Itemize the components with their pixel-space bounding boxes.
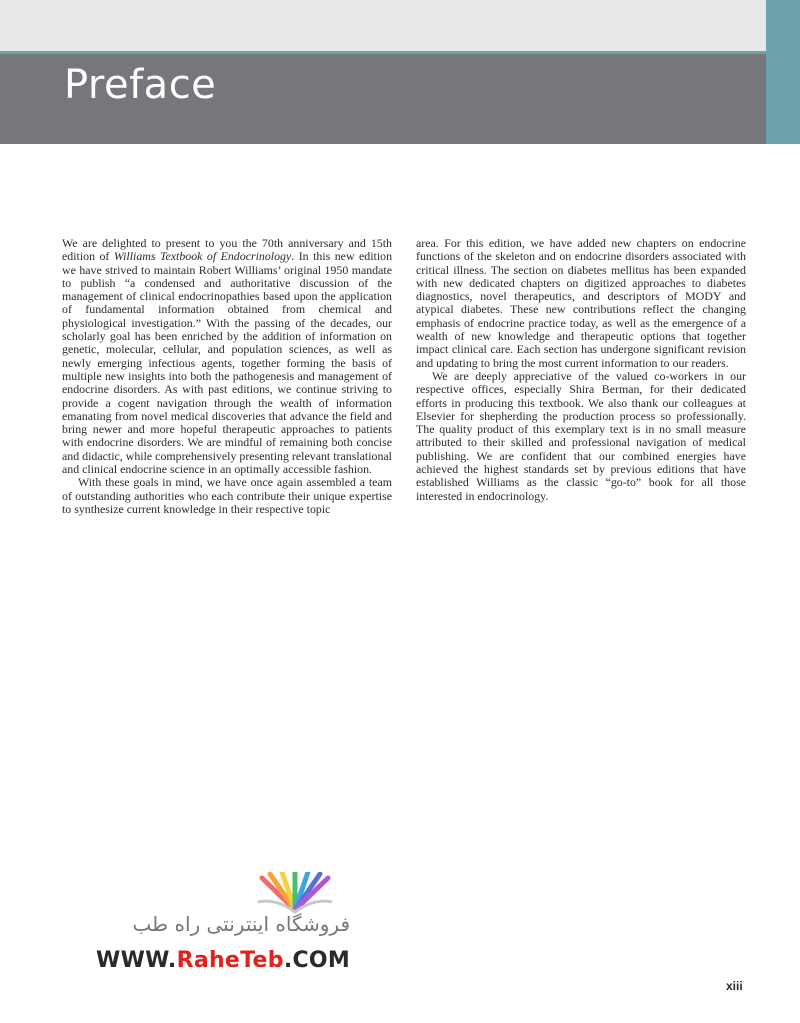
url-suffix: .COM: [283, 948, 351, 973]
paragraph: area. For this edition, we have added new chapters on endocrine functions of the skeleton and on endocrine disorders associated with critical illness. The section on diabetes mellitus has been expanded with new dedicated chapters on digitized approaches to diabetes diagnostics, novel therapeutics, and descriptors of MODY and atypical diabetes. These new contributions reflect the changing emphasis of endocrine practice today, as well as the emergence of a wealth of new knowledge and therapeutic options that together impact clinical care. Each section has undergone significant revision and updating to bring the most current information to our readers.: [416, 236, 746, 370]
book-title: Williams Textbook of Endocrinology: [113, 249, 292, 264]
chapter-side-tab: [766, 0, 800, 144]
url-prefix: WWW.: [96, 948, 177, 973]
paragraph-text: We are delighted to present to you the 70th anniversary and 15th edition of: [62, 236, 392, 264]
watermark-persian-text: فروشگاه اینترنتی راه طب: [132, 912, 350, 936]
paragraph: We are deeply appreciative of the valued co-workers in our respective offices, especially Shira Berman, for their dedicated efforts in producing this textbook. We also thank our colleagues at Elsevier for shepherding the production process so professionally. The quality product of this exemplary text is in no small measure attributed to their skilled and professional navigation of medical publishing. We are confident that our combined energies have achieved the highest standards set by previous editions that have established Williams as the classic “go-to” book for all those interested in endocrinology.: [416, 368, 746, 503]
text-column-left: [62, 237, 392, 516]
paragraph: With these goals in mind, we have once again assembled a team of outstanding authorities who each contribute their unique expertise to synthesize current knowledge in their respective topic: [62, 475, 392, 516]
open-book-logo-icon: [250, 872, 340, 914]
page-number: xiii: [726, 979, 743, 993]
text-column-right: [416, 237, 746, 503]
page-title: Preface: [64, 62, 217, 108]
header-top-strip: [0, 0, 766, 52]
url-brand: RaheTeb: [176, 948, 284, 973]
watermark: [90, 872, 350, 982]
watermark-url: [96, 948, 350, 973]
paragraph-text: . In this new edition we have strived to maintain Robert Williams’ original 1950 mandate to publish “a condensed and authoritative discussion of the management of clinical endocrinopathies based upon the application of fundamental information obtained from chemical and physiological investigation.” With the passing of the decades, our scholarly goal has been enriched by the addition of information on genetic, molecular, cellular, and population sciences, as well as newly emerging infectious agents, together forming the basis of multiple new insights into both the pathogenesis and management of endocrine disorders. As with past editions, we continue striving to provide a cogent navigation through the wealth of information emanating from novel medical discoveries that advance the field and bring newer and more hopeful therapeutic approaches to patients with endocrine disorders. We are mindful of remaining both concise and didactic, while comprehensively presenting relevant translational and clinical endocrine science in an optimally accessible fashion.: [62, 249, 393, 477]
paragraph: [62, 237, 392, 476]
